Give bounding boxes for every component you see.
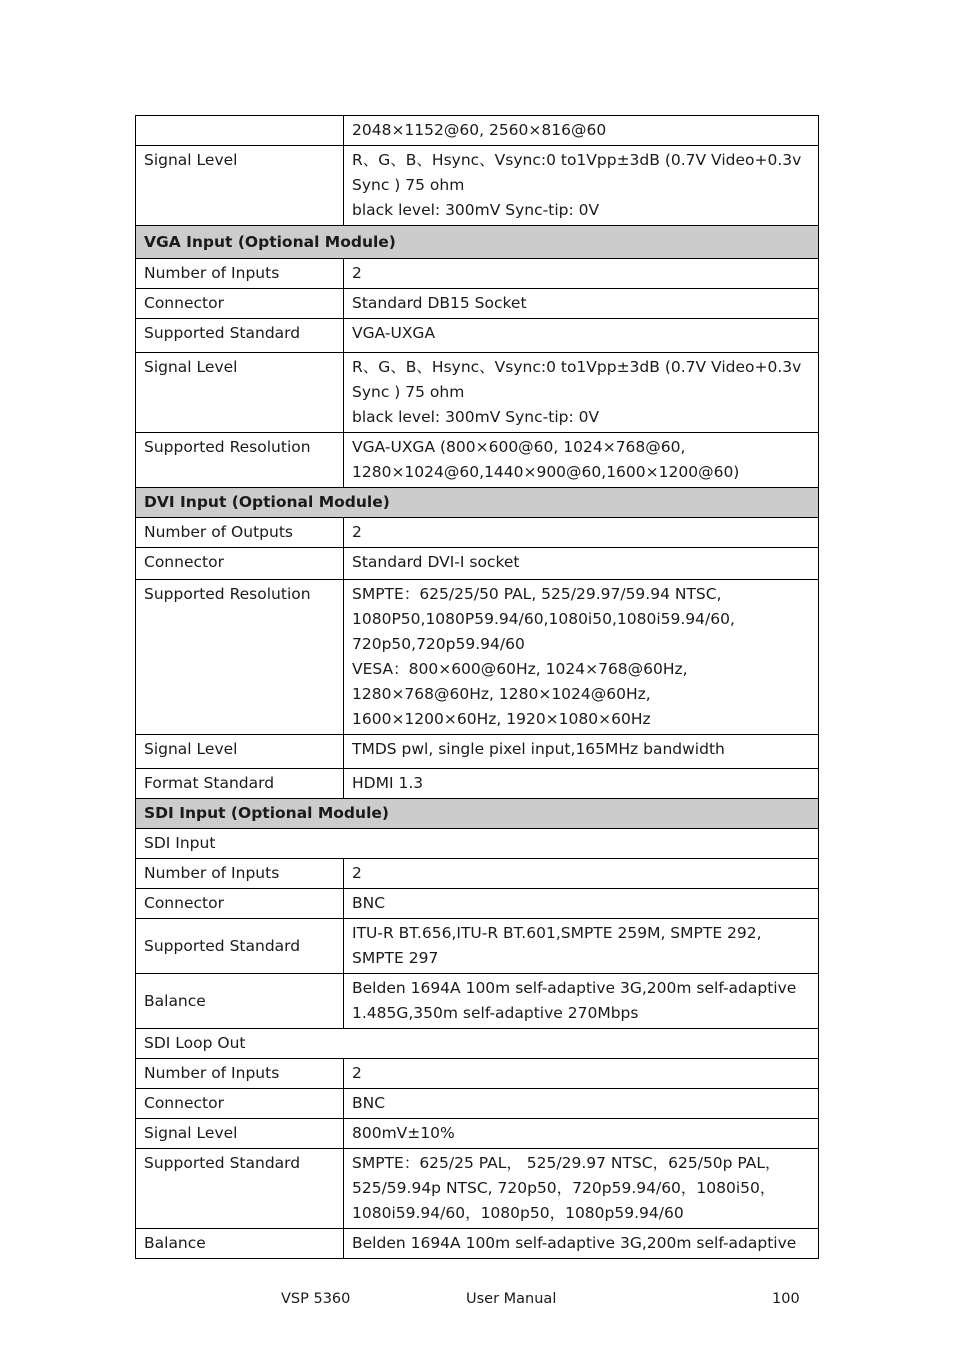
spec-value [344, 769, 819, 799]
spec-value [344, 116, 819, 146]
table-row [136, 919, 819, 974]
spec-value [344, 735, 819, 769]
table-row [136, 1229, 819, 1259]
spec-value-line: 1600×1200×60Hz, 1920×1080×60Hz [352, 710, 651, 728]
spec-value [344, 580, 819, 735]
spec-label: Balance [136, 974, 344, 1029]
spec-value-line: 2 [352, 864, 362, 882]
spec-value [344, 1229, 819, 1259]
spec-value-line: R、G、B、Hsync、Vsync:0 to1Vpp±3dB (0.7V Video+0.3v [352, 151, 802, 169]
table-row [136, 548, 819, 580]
spec-value-line: BNC [352, 894, 386, 912]
subsection-label: SDI Loop Out [136, 1029, 819, 1059]
spec-value-line: SMPTE：625/25/50 PAL, 525/29.97/59.94 NTSC, [352, 585, 722, 603]
spec-value-line: Belden 1694A 100m self-adaptive 3G,200m self-adaptive [352, 1234, 797, 1252]
spec-value-line: VGA-UXGA (800×600@60, 1024×768@60, [352, 438, 686, 456]
spec-value-line: TMDS pwl, single pixel input,165MHz bandwidth [352, 740, 725, 758]
spec-value [344, 1149, 819, 1229]
spec-label: Number of Inputs [136, 859, 344, 889]
spec-label: Number of Inputs [136, 259, 344, 289]
section-header-row [136, 799, 819, 829]
section-title: DVI Input (Optional Module) [136, 488, 819, 518]
subsection-label: SDI Input [136, 829, 819, 859]
table-row [136, 580, 819, 735]
spec-value-line: black level: 300mV Sync-tip: 0V [352, 201, 600, 219]
spec-label: Supported Standard [136, 1149, 344, 1229]
footer-page-number: 100 [772, 1291, 800, 1307]
spec-value [344, 859, 819, 889]
spec-label: Signal Level [136, 353, 344, 433]
table-row [136, 1059, 819, 1089]
spec-value-line: 1080i59.94/60，1080p50，1080p59.94/60 [352, 1204, 684, 1222]
spec-label: Number of Inputs [136, 1059, 344, 1089]
table-row [136, 1119, 819, 1149]
spec-value-line: R、G、B、Hsync、Vsync:0 to1Vpp±3dB (0.7V Video+0.3v [352, 358, 802, 376]
spec-value [344, 919, 819, 974]
spec-label: Supported Standard [136, 919, 344, 974]
spec-value-line: 800mV±10% [352, 1124, 455, 1142]
table-row [136, 319, 819, 353]
spec-value [344, 259, 819, 289]
spec-table-body [136, 116, 819, 1259]
spec-value-line: black level: 300mV Sync-tip: 0V [352, 408, 600, 426]
spec-label: Signal Level [136, 1119, 344, 1149]
spec-label: Supported Resolution [136, 433, 344, 488]
spec-value [344, 319, 819, 353]
spec-value [344, 974, 819, 1029]
table-row [136, 116, 819, 146]
spec-value-line: VESA：800×600@60Hz, 1024×768@60Hz, [352, 660, 688, 678]
spec-label: Connector [136, 289, 344, 319]
spec-value-line: 2 [352, 264, 362, 282]
table-row [136, 289, 819, 319]
table-row [136, 1029, 819, 1059]
spec-value-line: Sync ) 75 ohm [352, 176, 465, 194]
spec-label: Connector [136, 1089, 344, 1119]
section-title: VGA Input (Optional Module) [136, 226, 819, 259]
section-header-row [136, 226, 819, 259]
spec-value-line: Standard DB15 Socket [352, 294, 527, 312]
spec-label: Supported Resolution [136, 580, 344, 735]
table-row [136, 859, 819, 889]
spec-value-line: 2 [352, 523, 362, 541]
table-row [136, 353, 819, 433]
spec-value-line: SMPTE 297 [352, 949, 439, 967]
spec-value-line: HDMI 1.3 [352, 774, 424, 792]
footer-title: User Manual [466, 1291, 557, 1307]
table-row [136, 829, 819, 859]
spec-label: Connector [136, 889, 344, 919]
spec-value-line: Standard DVI-I socket [352, 553, 520, 571]
spec-value [344, 146, 819, 226]
spec-value [344, 889, 819, 919]
spec-label: Number of Outputs [136, 518, 344, 548]
table-row [136, 433, 819, 488]
spec-value-line: Sync ) 75 ohm [352, 383, 465, 401]
spec-label: Supported Standard [136, 319, 344, 353]
table-row [136, 974, 819, 1029]
spec-value [344, 1089, 819, 1119]
spec-value [344, 518, 819, 548]
spec-value-line: SMPTE：625/25 PAL， 525/29.97 NTSC，625/50p PAL， [352, 1154, 781, 1172]
spec-label: Connector [136, 548, 344, 580]
spec-value-line: 1.485G,350m self-adaptive 270Mbps [352, 1004, 639, 1022]
spec-value-line: 2 [352, 1064, 362, 1082]
table-row [136, 146, 819, 226]
spec-label [136, 116, 344, 146]
spec-value-line: BNC [352, 1094, 386, 1112]
spec-value [344, 548, 819, 580]
footer-model: VSP 5360 [281, 1291, 351, 1307]
spec-value-line: ITU-R BT.656,ITU-R BT.601,SMPTE 259M, SMPTE 292, [352, 924, 762, 942]
spec-value-line: VGA-UXGA [352, 324, 436, 342]
table-row [136, 735, 819, 769]
spec-label: Format Standard [136, 769, 344, 799]
spec-value [344, 1119, 819, 1149]
spec-value-line: 720p50,720p59.94/60 [352, 635, 525, 653]
spec-value [344, 1059, 819, 1089]
spec-table [135, 115, 819, 1259]
spec-value [344, 433, 819, 488]
spec-value [344, 289, 819, 319]
table-row [136, 1089, 819, 1119]
spec-label: Balance [136, 1229, 344, 1259]
table-row [136, 889, 819, 919]
spec-value-line: 1080P50,1080P59.94/60,1080i50,1080i59.94/60, [352, 610, 735, 628]
spec-value-line: 2048×1152@60, 2560×816@60 [352, 121, 607, 139]
spec-value [344, 353, 819, 433]
spec-label: Signal Level [136, 146, 344, 226]
table-row [136, 259, 819, 289]
spec-label: Signal Level [136, 735, 344, 769]
table-row [136, 518, 819, 548]
spec-value-line: Belden 1694A 100m self-adaptive 3G,200m self-adaptive [352, 979, 797, 997]
table-row [136, 769, 819, 799]
spec-value-line: 525/59.94p NTSC, 720p50，720p59.94/60，1080i50， [352, 1179, 776, 1197]
table-row [136, 1149, 819, 1229]
spec-value-line: 1280×1024@60,1440×900@60,1600×1200@60) [352, 463, 740, 481]
spec-value-line: 1280×768@60Hz, 1280×1024@60Hz, [352, 685, 651, 703]
section-header-row [136, 488, 819, 518]
section-title: SDI Input (Optional Module) [136, 799, 819, 829]
